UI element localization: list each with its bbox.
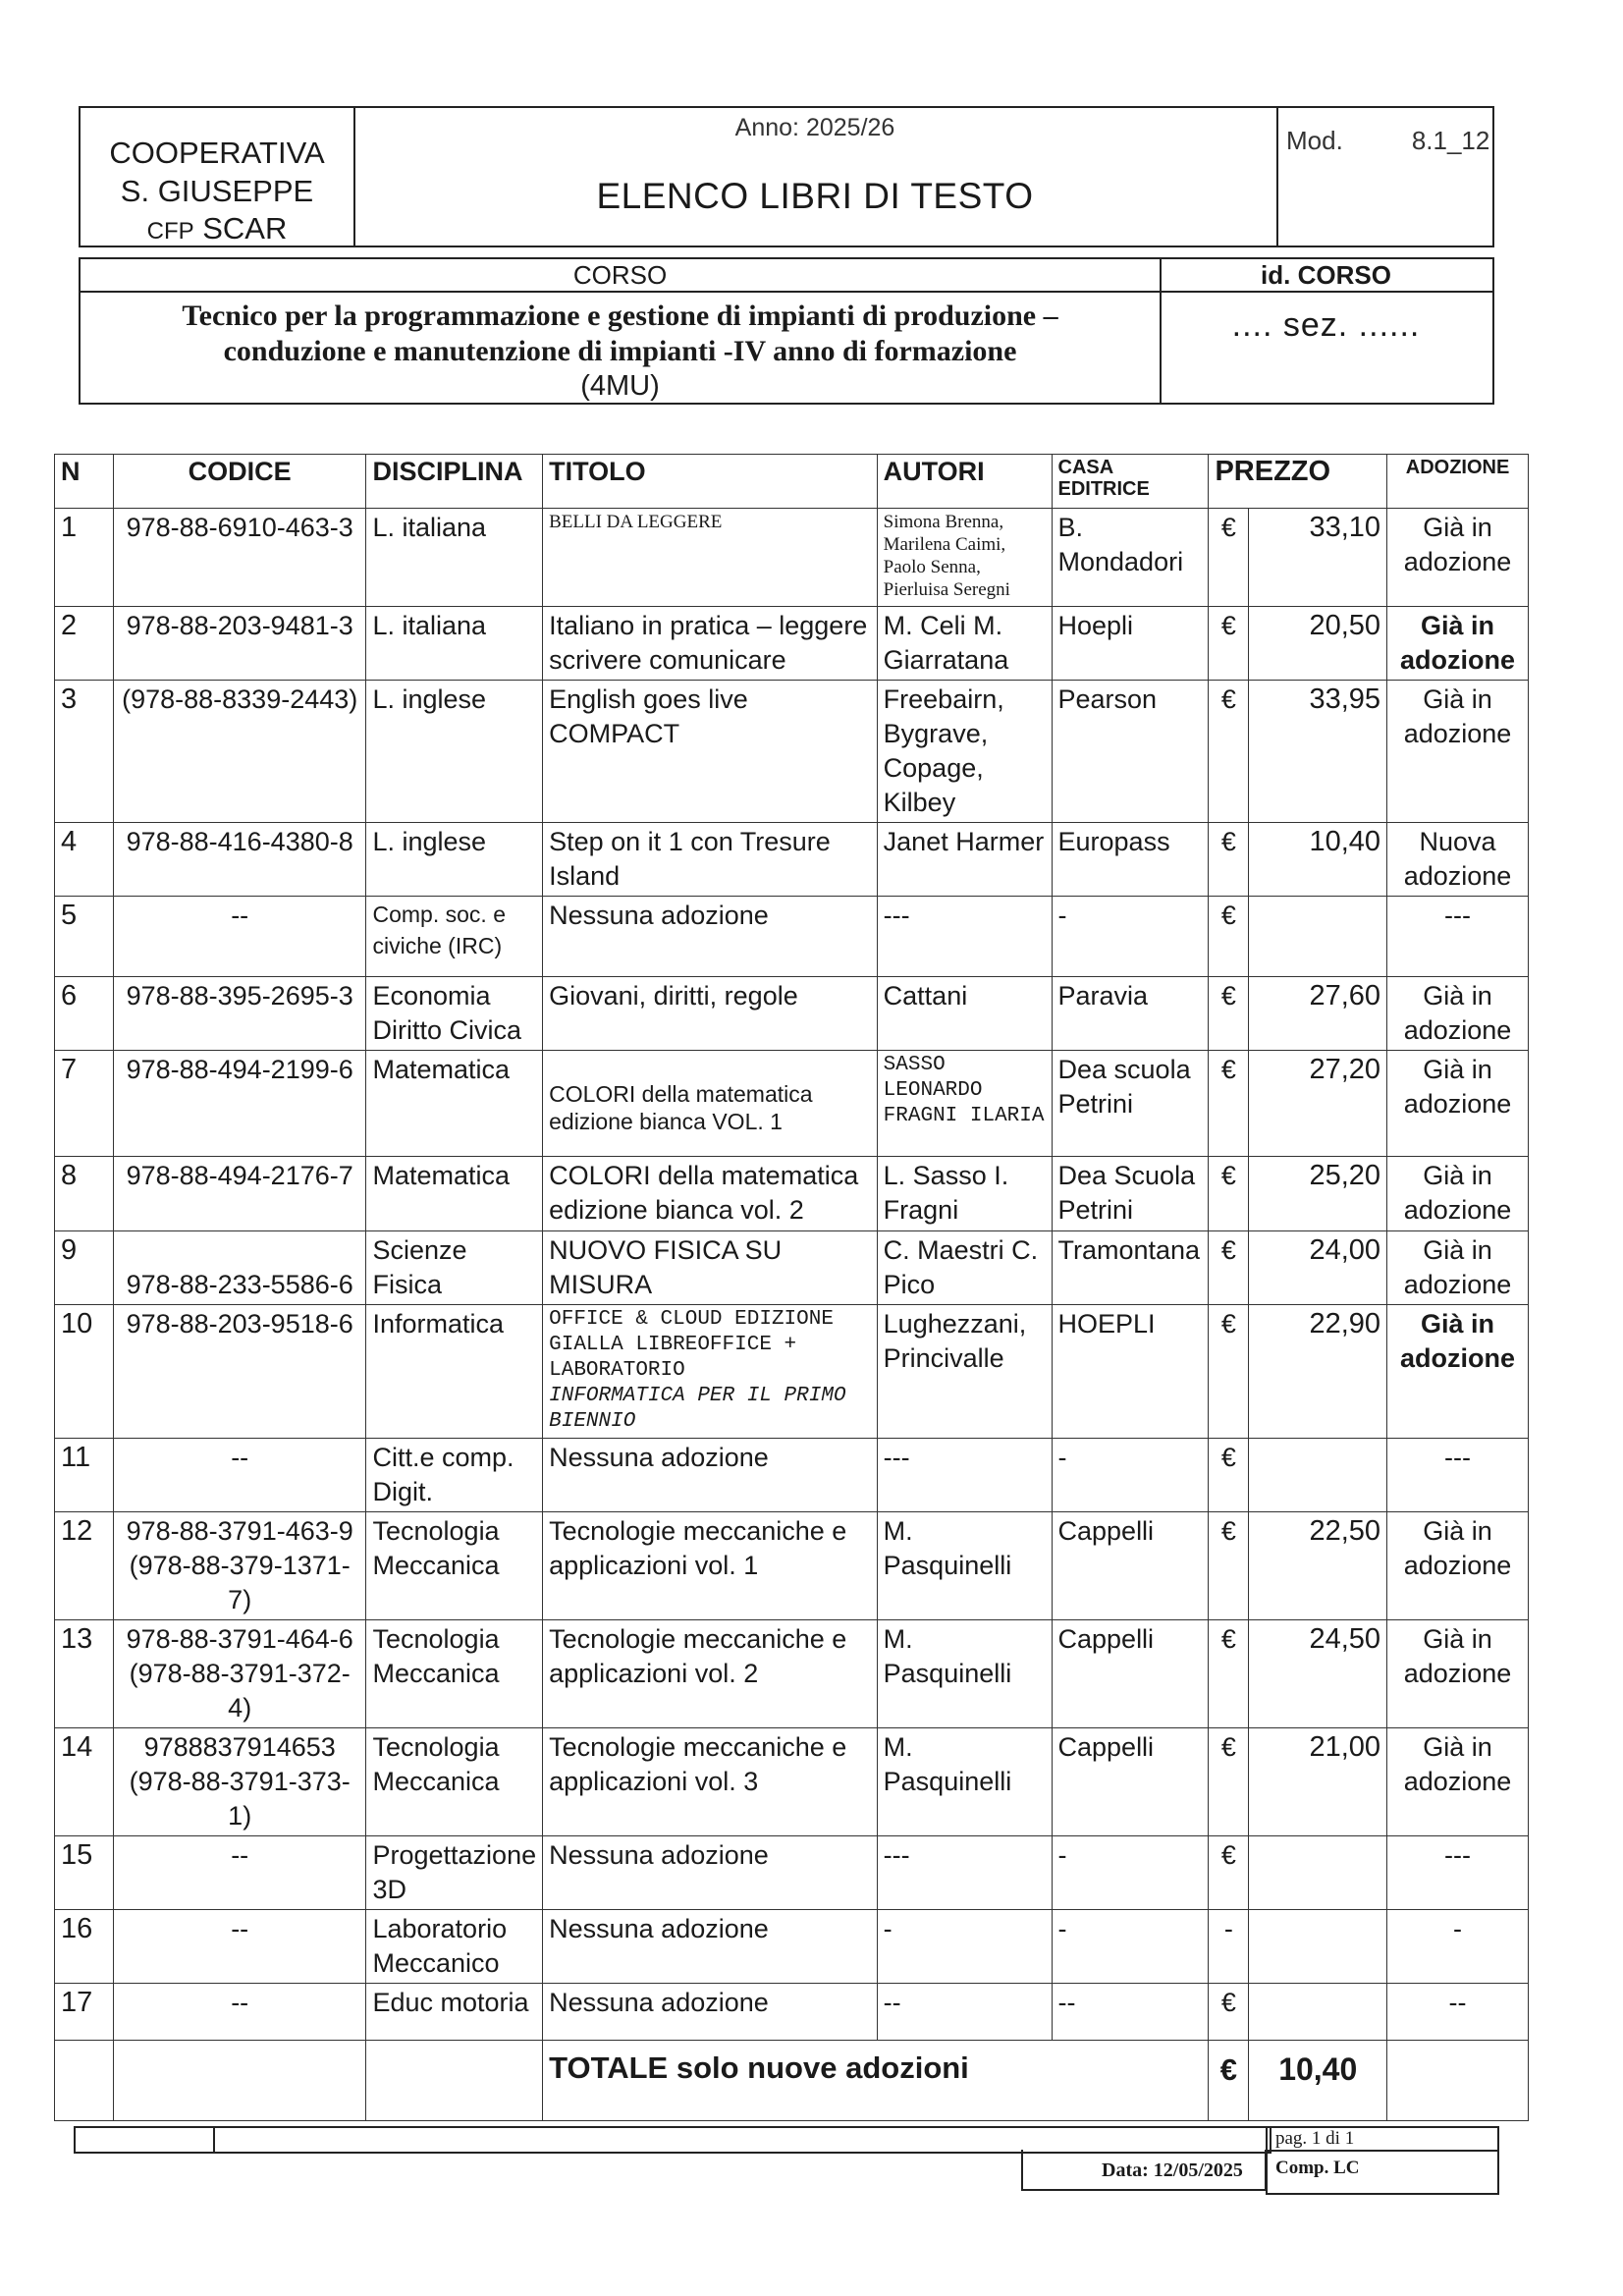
- discipline: Economia Diritto Civica: [366, 977, 543, 1051]
- price: [1249, 1836, 1387, 1910]
- currency: €: [1209, 1984, 1249, 2041]
- publisher: Cappelli: [1052, 1728, 1209, 1836]
- currency: €: [1209, 977, 1249, 1051]
- discipline: Citt.e comp. Digit.: [366, 1439, 543, 1512]
- publisher: Paravia: [1052, 977, 1209, 1051]
- adoption-status: Già in adozione: [1387, 681, 1529, 823]
- book-title: Tecnologie meccaniche e applicazioni vol. 2: [543, 1620, 878, 1728]
- authors: ---: [877, 897, 1052, 977]
- adoption-status: ---: [1387, 1439, 1529, 1512]
- currency: €: [1209, 509, 1249, 607]
- isbn-code: --: [113, 1984, 366, 2041]
- book-title: OFFICE & CLOUD EDIZIONE GIALLA LIBREOFFICE + LABORATORIO INFORMATICA PER IL PRIMO BIENNIO: [543, 1305, 878, 1439]
- discipline: Educ motoria: [366, 1984, 543, 2041]
- organization-cell: [81, 108, 355, 246]
- row-number: 17: [55, 1984, 114, 2041]
- row-number: 9: [55, 1231, 114, 1305]
- isbn-code: 978-88-395-2695-3: [113, 977, 366, 1051]
- col-header-disciplina: DISCIPLINA: [366, 455, 543, 509]
- discipline: L. italiana: [366, 509, 543, 607]
- adoption-status: ---: [1387, 1836, 1529, 1910]
- course-code: (4MU): [580, 370, 660, 402]
- authors: M. Pasquinelli: [877, 1728, 1052, 1836]
- row-number: 8: [55, 1157, 114, 1231]
- adoption-status: Già in adozione: [1387, 509, 1529, 607]
- table-row: [55, 1984, 1529, 2041]
- book-title: Nessuna adozione: [543, 1984, 878, 2041]
- row-number: 4: [55, 823, 114, 897]
- course-cell: [81, 259, 1162, 403]
- price: 10,40: [1249, 823, 1387, 897]
- title-cell: [353, 108, 1278, 246]
- col-header-prezzo: PREZZO: [1209, 455, 1387, 509]
- authors: Simona Brenna, Marilena Caimi, Paolo Senna, Pierluisa Seregni: [877, 509, 1052, 607]
- book-title: Nessuna adozione: [543, 897, 878, 977]
- book-title: Tecnologie meccaniche e applicazioni vol. 3: [543, 1728, 878, 1836]
- authors: Lughezzani, Princivalle: [877, 1305, 1052, 1439]
- row-number: 2: [55, 607, 114, 681]
- adoption-status: ---: [1387, 897, 1529, 977]
- row-number: 5: [55, 897, 114, 977]
- total-value: 10,40: [1249, 2041, 1387, 2121]
- authors: C. Maestri C. Pico: [877, 1231, 1052, 1305]
- publisher: Cappelli: [1052, 1512, 1209, 1620]
- table-row: [55, 1051, 1529, 1157]
- authors: L. Sasso I. Fragni: [877, 1157, 1052, 1231]
- currency: €: [1209, 1728, 1249, 1836]
- currency: €: [1209, 607, 1249, 681]
- authors: M. Pasquinelli: [877, 1620, 1052, 1728]
- table-row: [55, 607, 1529, 681]
- table-row: [55, 1512, 1529, 1620]
- adoption-status: Già in adozione: [1387, 1157, 1529, 1231]
- table-row: [55, 1231, 1529, 1305]
- compiler: Comp. LC: [1275, 2158, 1360, 2178]
- table-header-row: [55, 455, 1529, 509]
- book-title: Step on it 1 con Tresure Island: [543, 823, 878, 897]
- adoption-status: Nuova adozione: [1387, 823, 1529, 897]
- adoption-status: -: [1387, 1910, 1529, 1984]
- isbn-code: 978-88-203-9518-6: [113, 1305, 366, 1439]
- table-row: [55, 681, 1529, 823]
- price: 22,50: [1249, 1512, 1387, 1620]
- table-row: [55, 1620, 1529, 1728]
- price: 27,60: [1249, 977, 1387, 1051]
- publisher: --: [1052, 1984, 1209, 2041]
- book-title: Giovani, diritti, regole: [543, 977, 878, 1051]
- adoption-status: Già in adozione: [1387, 1231, 1529, 1305]
- book-title: Tecnologie meccaniche e applicazioni vol. 1: [543, 1512, 878, 1620]
- module-code: Mod. 8.1_12: [1286, 126, 1490, 155]
- row-number: 1: [55, 509, 114, 607]
- publisher: -: [1052, 897, 1209, 977]
- book-title: Nessuna adozione: [543, 1836, 878, 1910]
- publisher: Tramontana: [1052, 1231, 1209, 1305]
- adoption-status: --: [1387, 1984, 1529, 2041]
- book-title: Nessuna adozione: [543, 1439, 878, 1512]
- header-box: [79, 106, 1494, 247]
- total-label: TOTALE solo nuove adozioni: [543, 2041, 1209, 2121]
- row-number: 3: [55, 681, 114, 823]
- authors: Cattani: [877, 977, 1052, 1051]
- price: [1249, 1984, 1387, 2041]
- currency: €: [1209, 1836, 1249, 1910]
- price: 22,90: [1249, 1305, 1387, 1439]
- discipline: Progettazione 3D: [366, 1836, 543, 1910]
- price: [1249, 897, 1387, 977]
- table-row: [55, 1910, 1529, 1984]
- price: 24,00: [1249, 1231, 1387, 1305]
- discipline: Tecnologia Meccanica: [366, 1620, 543, 1728]
- isbn-code: --: [113, 897, 366, 977]
- currency: €: [1209, 1620, 1249, 1728]
- course-box: [79, 257, 1494, 405]
- discipline: Comp. soc. e civiche (IRC): [366, 897, 543, 977]
- isbn-code: --: [113, 1439, 366, 1512]
- isbn-code: 978-88-494-2176-7: [113, 1157, 366, 1231]
- publisher: -: [1052, 1836, 1209, 1910]
- adoption-status: Già in adozione: [1387, 1728, 1529, 1836]
- discipline: Tecnologia Meccanica: [366, 1512, 543, 1620]
- page-footer: [74, 2126, 1495, 2191]
- isbn-code: 978-88-203-9481-3: [113, 607, 366, 681]
- price: 27,20: [1249, 1051, 1387, 1157]
- book-title: Italiano in pratica – leggere scrivere comunicare: [543, 607, 878, 681]
- school-year: Anno: 2025/26: [734, 114, 895, 141]
- course-id-label: id. CORSO: [1160, 259, 1492, 293]
- row-number: 14: [55, 1728, 114, 1836]
- col-header-n: N: [55, 455, 114, 509]
- publisher: Pearson: [1052, 681, 1209, 823]
- isbn-code-alt: (978-88-379-1371-7): [129, 1551, 351, 1614]
- authors: ---: [877, 1836, 1052, 1910]
- currency: €: [1209, 1305, 1249, 1439]
- isbn-code: 978-88-3791-464-6 (978-88-3791-372-4): [113, 1620, 366, 1728]
- discipline: L. italiana: [366, 607, 543, 681]
- section-placeholder: .... sez. ......: [1231, 306, 1421, 344]
- discipline: L. inglese: [366, 823, 543, 897]
- publisher: Cappelli: [1052, 1620, 1209, 1728]
- book-title: COLORI della matematica edizione bianca vol. 2: [543, 1157, 878, 1231]
- page-info-box: [1266, 2126, 1499, 2195]
- col-header-codice: CODICE: [113, 455, 366, 509]
- price: 21,00: [1249, 1728, 1387, 1836]
- col-header-titolo: TITOLO: [543, 455, 878, 509]
- publisher: Europass: [1052, 823, 1209, 897]
- authors: SASSO LEONARDO FRAGNI ILARIA: [877, 1051, 1052, 1157]
- adoption-status: Già in adozione: [1387, 1305, 1529, 1439]
- authors: -: [877, 1910, 1052, 1984]
- adoption-status: Già in adozione: [1387, 1051, 1529, 1157]
- row-number: 6: [55, 977, 114, 1051]
- adoption-status: Già in adozione: [1387, 977, 1529, 1051]
- page-number: pag. 1 di 1: [1268, 2128, 1497, 2152]
- isbn-code: 978-88-3791-463-9 (978-88-379-1371-7): [113, 1512, 366, 1620]
- total-currency: €: [1209, 2041, 1249, 2121]
- discipline: L. inglese: [366, 681, 543, 823]
- col-header-adozione: ADOZIONE: [1387, 455, 1529, 509]
- row-number: 13: [55, 1620, 114, 1728]
- course-label: CORSO: [81, 259, 1160, 293]
- isbn-code-alt: (978-88-3791-373-1): [129, 1767, 351, 1831]
- discipline: Matematica: [366, 1051, 543, 1157]
- table-row: [55, 897, 1529, 977]
- org-name-line2: S. GIUSEPPE: [120, 174, 314, 208]
- authors: M. Celi M. Giarratana: [877, 607, 1052, 681]
- price: 20,50: [1249, 607, 1387, 681]
- price: [1249, 1910, 1387, 1984]
- discipline: Tecnologia Meccanica: [366, 1728, 543, 1836]
- table-row: [55, 823, 1529, 897]
- currency: €: [1209, 823, 1249, 897]
- isbn-code: --: [113, 1910, 366, 1984]
- org-name-line3: CFP SCAR: [146, 211, 288, 246]
- book-title: COLORI della matematica edizione bianca VOL. 1: [543, 1051, 878, 1157]
- isbn-code: 978-88-233-5586-6: [113, 1231, 366, 1305]
- price: 25,20: [1249, 1157, 1387, 1231]
- book-title: BELLI DA LEGGERE: [543, 509, 878, 607]
- table-row: [55, 509, 1529, 607]
- table-row: [55, 1157, 1529, 1231]
- course-description: Tecnico per la programmazione e gestione di impianti di produzione – conduzione e manutenzione di impianti -IV anno di formazione: [182, 300, 1058, 367]
- col-header-autori: AUTORI: [877, 455, 1052, 509]
- publisher: Hoepli: [1052, 607, 1209, 681]
- table-row: [55, 1836, 1529, 1910]
- org-name-line1: COOPERATIVA: [109, 136, 325, 170]
- course-id-cell: [1160, 259, 1492, 403]
- row-number: 16: [55, 1910, 114, 1984]
- row-number: 7: [55, 1051, 114, 1157]
- isbn-code: 978-88-6910-463-3: [113, 509, 366, 607]
- authors: --: [877, 1984, 1052, 2041]
- table-row: [55, 1305, 1529, 1439]
- row-number: 12: [55, 1512, 114, 1620]
- row-number: 15: [55, 1836, 114, 1910]
- col-header-casa-editrice: CASA EDITRICE: [1052, 455, 1209, 509]
- table-row: [55, 1439, 1529, 1512]
- price: 33,10: [1249, 509, 1387, 607]
- table-row: [55, 977, 1529, 1051]
- authors: M. Pasquinelli: [877, 1512, 1052, 1620]
- module-cell: [1276, 108, 1492, 246]
- row-number: 10: [55, 1305, 114, 1439]
- adoption-status: Già in adozione: [1387, 607, 1529, 681]
- currency: €: [1209, 1439, 1249, 1512]
- book-title-extra: INFORMATICA PER IL PRIMO BIENNIO: [549, 1385, 846, 1433]
- price: 33,95: [1249, 681, 1387, 823]
- currency: €: [1209, 1051, 1249, 1157]
- book-title: NUOVO FISICA SU MISURA: [543, 1231, 878, 1305]
- isbn-code-alt: (978-88-3791-372-4): [129, 1659, 351, 1722]
- adoption-status: Già in adozione: [1387, 1512, 1529, 1620]
- row-number: 11: [55, 1439, 114, 1512]
- discipline: Laboratorio Meccanico: [366, 1910, 543, 1984]
- authors: ---: [877, 1439, 1052, 1512]
- publisher: -: [1052, 1910, 1209, 1984]
- discipline: Scienze Fisica: [366, 1231, 543, 1305]
- publisher: Dea Scuola Petrini: [1052, 1157, 1209, 1231]
- publisher: Dea scuola Petrini: [1052, 1051, 1209, 1157]
- discipline: Informatica: [366, 1305, 543, 1439]
- book-title: Nessuna adozione: [543, 1910, 878, 1984]
- discipline: Matematica: [366, 1157, 543, 1231]
- document-date: Data: 12/05/2025: [1021, 2150, 1267, 2191]
- authors: Janet Harmer: [877, 823, 1052, 897]
- publisher: B. Mondadori: [1052, 509, 1209, 607]
- currency: €: [1209, 897, 1249, 977]
- adoption-status: Già in adozione: [1387, 1620, 1529, 1728]
- authors: Freebairn, Bygrave, Copage, Kilbey: [877, 681, 1052, 823]
- book-title: English goes live COMPACT: [543, 681, 878, 823]
- currency: -: [1209, 1910, 1249, 1984]
- publisher: -: [1052, 1439, 1209, 1512]
- isbn-code: --: [113, 1836, 366, 1910]
- currency: €: [1209, 1157, 1249, 1231]
- currency: €: [1209, 1512, 1249, 1620]
- isbn-code: 9788837914653 (978-88-3791-373-1): [113, 1728, 366, 1836]
- total-row: [55, 2041, 1529, 2121]
- currency: €: [1209, 1231, 1249, 1305]
- document-title: ELENCO LIBRI DI TESTO: [596, 176, 1034, 216]
- isbn-code: (978-88-8339-2443): [113, 681, 366, 823]
- isbn-code: 978-88-494-2199-6: [113, 1051, 366, 1157]
- isbn-code: 978-88-416-4380-8: [113, 823, 366, 897]
- publisher: HOEPLI: [1052, 1305, 1209, 1439]
- currency: €: [1209, 681, 1249, 823]
- price: [1249, 1439, 1387, 1512]
- price: 24,50: [1249, 1620, 1387, 1728]
- table-row: [55, 1728, 1529, 1836]
- textbook-table: [54, 454, 1529, 2121]
